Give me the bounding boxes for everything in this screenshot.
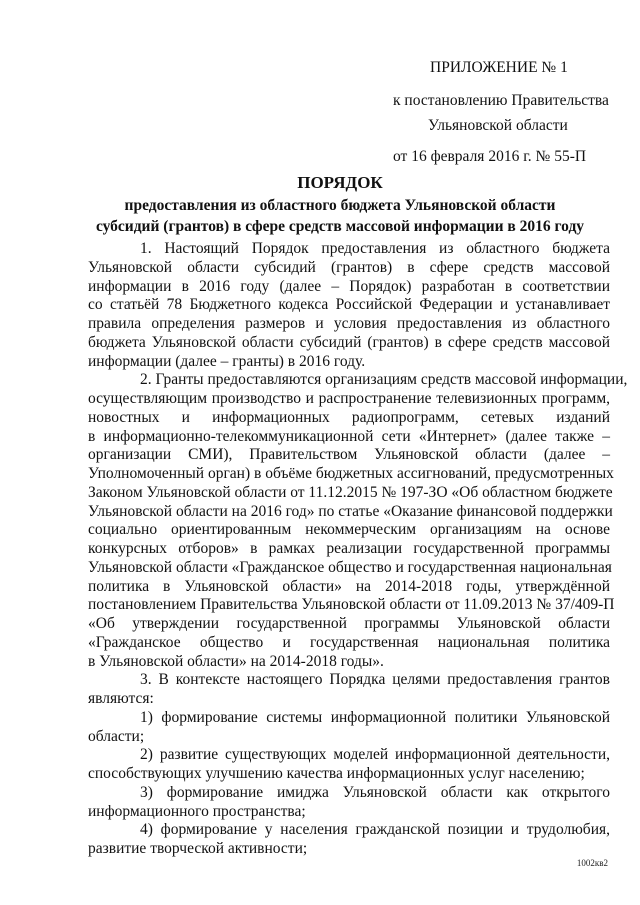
document-body: [88, 240, 628, 859]
paragraph-line: 1. Настоящий Порядок предоставления из областного бюджета: [140, 240, 610, 257]
paragraph-line: 4) формирование у населения гражданской позиции и трудолюбия,: [140, 821, 610, 839]
paragraph-line: социально ориентированным некоммерческим организациям на основе: [88, 521, 610, 539]
body-paragraph: [88, 240, 610, 371]
paragraph-line: Уполномоченный орган) в объёме бюджетных ассигнований, предусмотренных: [88, 465, 614, 482]
body-paragraph: [88, 746, 610, 784]
body-paragraph: [88, 371, 628, 671]
paragraph-line: постановлением Правительства Ульяновской области от 11.09.2013 № 37/409-П: [88, 596, 615, 614]
paragraph-line: Ульяновской области субсидий (грантов) в сфере средств массовой: [88, 258, 610, 276]
appendix-line: Ульяновской области: [428, 116, 568, 134]
paragraph-line: 3) формирование имиджа Ульяновской области как открытого: [140, 783, 610, 801]
paragraph-line: Ульяновской области на 2016 год» по статье «Оказание финансовой поддержки: [88, 502, 613, 520]
document-title: ПОРЯДОК: [297, 173, 383, 192]
document-subtitle-line: субсидий (грантов) в сфере средств массовой информации в 2016 году: [95, 217, 585, 235]
paragraph-line: 2) развитие существующих моделей информационной деятельности,: [140, 746, 610, 764]
appendix-title: ПРИЛОЖЕНИЕ № 1: [430, 59, 568, 76]
paragraph-line: 3. В контексте настоящего Порядка целями предоставления грантов: [140, 671, 610, 689]
paragraph-line: политика в Ульяновской области» на 2014-2018 годы, утверждённой: [88, 577, 610, 595]
paragraph-line: информации (далее – гранты) в 2016 году.: [88, 352, 366, 370]
paragraph-line: Законом Ульяновской области от 11.12.2015 № 197-ЗО «Об областном бюджете: [88, 483, 613, 501]
paragraph-line: со статьёй 78 Бюджетного кодекса Российской Федерации и устанавливает: [88, 296, 610, 314]
paragraph-line: бюджета Ульяновской области субсидий (грантов) в сфере средств массовой: [88, 333, 610, 351]
paragraph-line: в Ульяновской области» на 2014-2018 годы».: [88, 652, 384, 670]
appendix-date-line: от 16 февраля 2016 г. № 55-П: [393, 147, 587, 165]
paragraph-line: «Об утверждении государственной программы Ульяновской области: [88, 615, 610, 632]
paragraph-line: Ульяновской области «Гражданское общество и государственная национальная: [88, 558, 612, 576]
paragraph-line: новостных и информационных радиопрограмм, сетевых изданий: [88, 408, 610, 426]
appendix-block: [360, 56, 610, 169]
paragraph-line: организации СМИ), Правительством Ульяновской области (далее –: [88, 446, 610, 464]
body-paragraph: [88, 821, 610, 859]
paragraph-line: осуществляющим производство и распространение телевизионных программ,: [88, 390, 610, 407]
footer-code: 1002кв2: [576, 858, 608, 868]
paragraph-line: способствующих улучшению качества информационных услуг населению;: [88, 765, 585, 782]
paragraph-line: информационного пространства;: [88, 802, 306, 820]
document-subtitle-line: предоставления из областного бюджета Ульяновской области: [124, 197, 556, 214]
body-paragraph: [88, 709, 610, 747]
paragraph-line: «Гражданское общество и государственная национальная политика: [88, 633, 610, 651]
body-paragraph: [88, 671, 610, 709]
document-heading: [70, 172, 610, 237]
paragraph-line: в информационно-телекоммуникационной сети «Интернет» (далее также –: [88, 427, 610, 445]
paragraph-line: области;: [88, 727, 145, 745]
body-paragraph: [88, 784, 610, 822]
paragraph-line: 2. Гранты предоставляются организациям средств массовой информации,: [140, 371, 628, 389]
paragraph-line: правила определения размеров и условия предоставления из областного: [88, 315, 610, 332]
paragraph-line: являются:: [88, 690, 154, 707]
paragraph-line: информации в 2016 году (далее – Порядок) разработан в соответствии: [88, 277, 610, 295]
paragraph-line: развитие творческой активности;: [88, 840, 308, 857]
appendix-line: к постановлению Правительства: [393, 92, 609, 110]
paragraph-line: конкурсных отборов» в рамках реализации государственной программы: [88, 540, 610, 557]
paragraph-line: 1) формирование системы информационной политики Ульяновской: [140, 708, 610, 726]
